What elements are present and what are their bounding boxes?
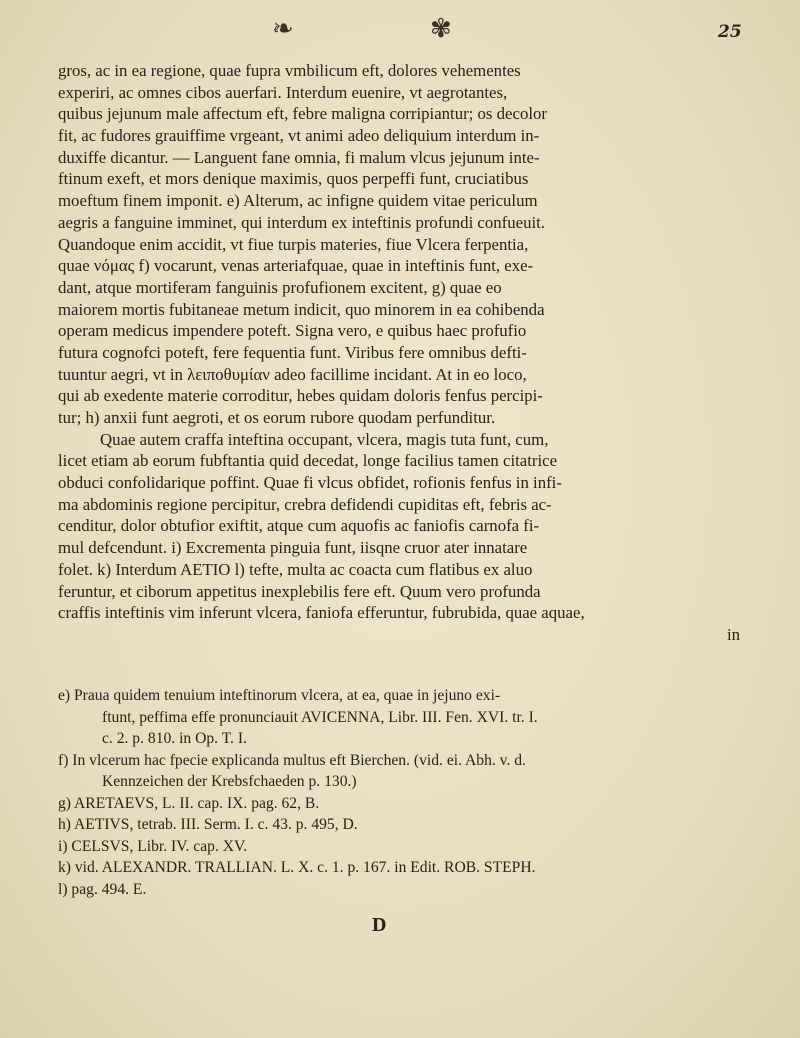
text-line: folet. k) Interdum AETIO l) tefte, multa ac coacta cum flatibus ex aluo (58, 559, 533, 579)
text-line: moeftum finem imponit. e) Alterum, ac infigne quidem vitae periculum (58, 191, 538, 211)
text-line: licet etiam ab eorum fubftantia quid decedat, longe facilius tamen citatrice (58, 451, 558, 471)
text-line: fit, ac fudores grauiffime vrgeant, vt animi adeo deliquium interdum in- (58, 126, 540, 146)
footnote-e: e) Praua quidem tenuium inteftinorum vlcera, at ea, quae in jejuno exi- (58, 687, 501, 704)
header-ornament-right: ✾ (430, 14, 452, 44)
header-ornament-left: ❧ (272, 14, 294, 44)
text-line: operam medicus impendere poteft. Signa vero, e quibus haec profufio (58, 321, 527, 341)
footnotes (58, 685, 758, 900)
footnote-e-cont: c. 2. p. 810. in Op. T. I. (102, 730, 247, 747)
footnote-g: g) ARETAEVS, L. II. cap. IX. pag. 62, B. (58, 794, 320, 812)
footnote-i: i) CELSVS, Libr. IV. cap. XV. (58, 837, 248, 855)
catchword: in (726, 624, 740, 644)
paragraph-start-line: Quae autem craffa inteftina occupant, vlcera, magis tuta funt, cum, (100, 429, 549, 449)
footnote-h: h) AETIVS, tetrab. III. Serm. I. c. 43. p. 495, D. (58, 816, 358, 833)
text-line: tur; h) anxii funt aegroti, et os eorum rubore quodam perfunditur. (58, 408, 496, 427)
text-line: Quandoque enim accidit, vt fiue turpis materies, fiue Vlcera ferpentia, (58, 234, 529, 254)
footnote-e-cont: ftunt, peffima effe pronunciauit AVICENNA, Libr. III. Fen. XVI. tr. I. (102, 708, 538, 726)
text-line: mul defcendunt. i) Excrementa pinguia funt, iisqne cruor ater innatare (58, 538, 528, 558)
text-line: duxiffe dicantur. — Languent fane omnia, fi malum vlcus jejunum inte- (58, 147, 540, 167)
text-line: obduci confolidarique poffint. Quae fi vlcus obfidet, rofionis fenfus in infi- (58, 473, 562, 493)
footnote-k: k) vid. ALEXANDR. TRALLIAN. L. X. c. 1. p. 167. in Edit. ROB. STEPH. (58, 859, 536, 876)
main-text (58, 60, 748, 646)
text-line: gros, ac in ea regione, quae fupra vmbilicum eft, dolores vehementes (58, 61, 521, 80)
text-line: cenditur, dolor obtufior exiftit, atque cum aquofis ac faniofis carnofa fi- (58, 516, 540, 536)
text-line: qui ab exedente materie corroditur, hebes quidam doloris fenfus percipi- (58, 386, 543, 406)
text-line: feruntur, et ciborum appetitus inexplebilis fere eft. Quum vero profunda (58, 581, 541, 601)
text-line: tuuntur aegri, vt in λειποθυμίαν adeo facillime incidant. At in eo loco, (58, 364, 527, 384)
text-line: quibus jejunum male affectum eft, febre maligna corripiantur; os decolor (58, 104, 547, 124)
text-line: ma abdominis regione percipitur, crebra defidendi cupiditas eft, febris ac- (58, 494, 552, 514)
page-number: 25 (718, 22, 742, 42)
footnote-l: l) pag. 494. E. (58, 880, 147, 898)
text-line: experiri, ac omnes cibos auerfari. Interdum euenire, vt aegrotantes, (58, 82, 508, 102)
text-line: craffis inteftinis vim inferunt vlcera, faniofa efferuntur, fubrubida, quae aquae, (58, 603, 585, 623)
text-line: maiorem mortis fubitaneae metum indicit, quo minorem in ea cohibenda (58, 299, 545, 319)
text-line: dant, atque mortiferam fanguinis profufionem excitent, g) quae eo (58, 277, 502, 297)
text-line: ftinum exeft, et mors denique maximis, quos perpeffi funt, cruciatibus (58, 169, 529, 189)
text-line: futura cognofci poteft, fere fequentia funt. Viribus fere omnibus defti- (58, 342, 527, 362)
text-line: aegris a fanguine imminet, qui interdum ex inteftinis profundi confueuit. (58, 212, 546, 232)
footnote-f-cont: Kennzeichen der Krebsfchaeden p. 130.) (102, 773, 357, 790)
footnote-f: f) In vlcerum hac fpecie explicanda multus eft Bierchen. (vid. ei. Abh. v. d. (58, 751, 526, 769)
signature-mark: D (372, 914, 387, 936)
text-line: quae νόμας f) vocarunt, venas arteriafquae, quae in inteftinis funt, exe- (58, 256, 534, 276)
